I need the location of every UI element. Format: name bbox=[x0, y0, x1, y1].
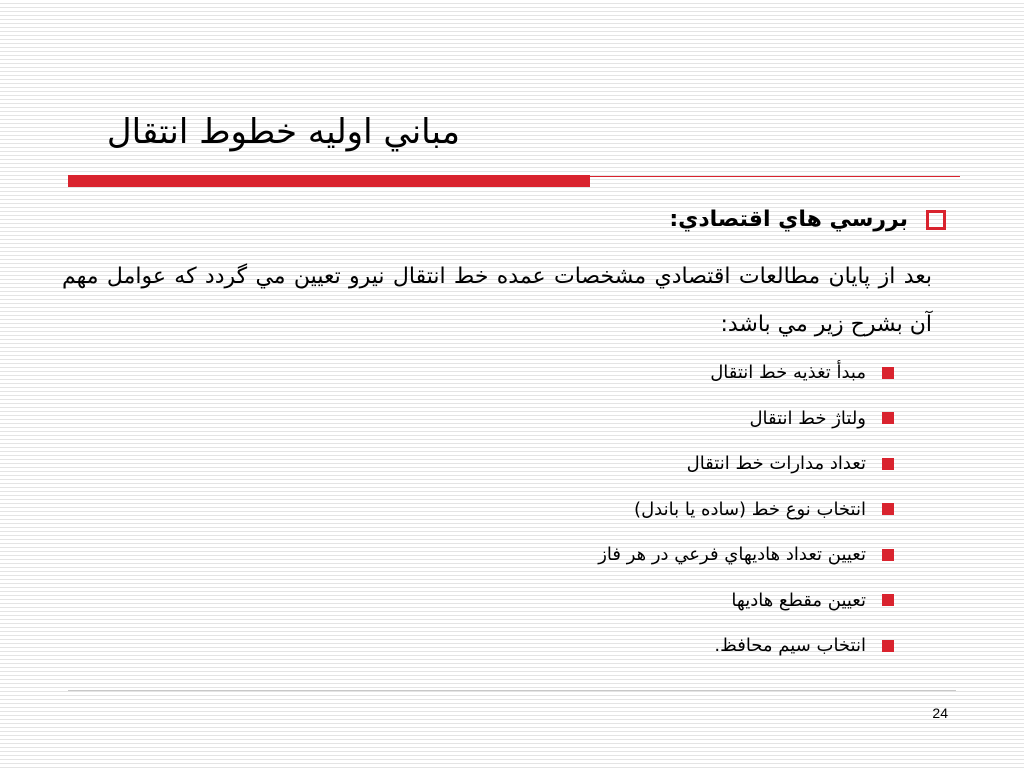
list-item bbox=[598, 350, 894, 396]
body-paragraph: بعد از پايان مطالعات اقتصادي مشخصات عمده خط انتقال نيرو تعيين مي گردد كه عوامل مهم آن بشرح زير مي باشد: bbox=[62, 264, 932, 337]
list-item bbox=[598, 396, 894, 442]
list-item-text: تعيين مقطع هاديها bbox=[731, 589, 866, 611]
square-bullet-icon bbox=[882, 549, 894, 561]
list-item-text: تعداد مدارات خط انتقال bbox=[686, 453, 866, 475]
square-bullet-icon bbox=[882, 458, 894, 470]
list-item-text: انتخاب نوع خط (ساده يا باندل) bbox=[634, 498, 866, 520]
hollow-square-bullet-icon bbox=[926, 210, 946, 230]
list-item-text: تعيين تعداد هاديهاي فرعي در هر فاز bbox=[598, 544, 866, 566]
list-item bbox=[598, 487, 894, 533]
factor-list bbox=[598, 350, 894, 669]
footer-divider bbox=[68, 690, 956, 691]
list-item-text: ولتاژ خط انتقال bbox=[749, 407, 866, 429]
main-bullet bbox=[669, 207, 946, 232]
list-item bbox=[598, 441, 894, 487]
slide-title: مباني اوليه خطوط انتقال bbox=[106, 112, 460, 152]
list-item bbox=[598, 623, 894, 669]
main-bullet-text: بررسي هاي اقتصادي: bbox=[669, 207, 908, 232]
title-underline-thin bbox=[590, 176, 960, 177]
list-item bbox=[598, 532, 894, 578]
page-number: 24 bbox=[932, 705, 948, 721]
title-underline-thick bbox=[68, 175, 590, 187]
list-item-text: مبدأ تغذيه خط انتقال bbox=[710, 362, 866, 384]
square-bullet-icon bbox=[882, 412, 894, 424]
list-item-text: انتخاب سيم محافظ. bbox=[714, 635, 866, 657]
square-bullet-icon bbox=[882, 594, 894, 606]
square-bullet-icon bbox=[882, 503, 894, 515]
square-bullet-icon bbox=[882, 367, 894, 379]
list-item bbox=[598, 578, 894, 624]
square-bullet-icon bbox=[882, 640, 894, 652]
